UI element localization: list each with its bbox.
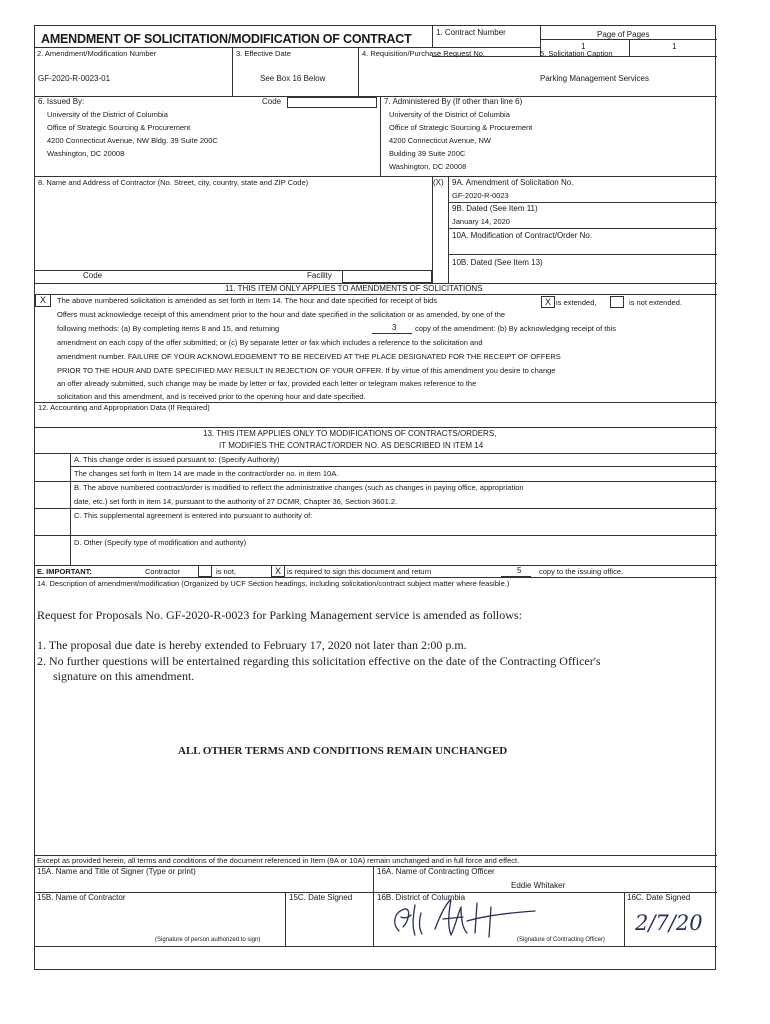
facility-label: Facility	[307, 271, 332, 280]
bids-extended-checkbox[interactable]: X	[541, 296, 555, 308]
issued-by-label: 6. Issued By:	[38, 97, 85, 106]
page-number: 1	[581, 42, 586, 51]
issued-by-line: Washington, DC 20008	[47, 149, 125, 158]
contractor-code-label: Code	[83, 271, 103, 280]
item13-option-a-detail: The changes set forth in Item 14 are made in the contract/order no. in item 10A.	[74, 469, 339, 478]
bids-not-extended-checkbox[interactable]	[610, 296, 624, 308]
issued-by-line: Office of Strategic Sourcing & Procurement	[47, 123, 191, 132]
solicitation-caption-label: 5. Solicitation Caption	[540, 49, 613, 58]
contract-number-label: 1. Contract Number	[436, 28, 506, 37]
contractor-label: 8. Name and Address of Contractor (No. Street, city, country, state and ZIP Code)	[38, 178, 309, 187]
except-statement: Except as provided herein, all terms and conditions of the document referenced in Item (9A or 10A) remain unchanged and in full force and effect.	[37, 856, 520, 865]
important-label: E. IMPORTANT:	[37, 567, 92, 576]
administered-by-line: Washington, DC 20008	[389, 162, 467, 171]
is-not-checkbox[interactable]	[198, 565, 212, 577]
contracting-officer-signature	[385, 893, 565, 943]
officer-date-signed-label: 16C. Date Signed	[627, 893, 691, 902]
contracting-officer-name: Eddie Whitaker	[511, 881, 566, 890]
item13-option-a: A. This change order is issued pursuant to: (Specify Authority)	[74, 455, 280, 464]
item13-option-b-detail: date, etc.) set forth in item 14, pursuant to the authority of 27 DCMR, Chapter 36, Section 3601.2.	[74, 497, 398, 506]
item11-text-line: amendment number. FAILURE OF YOUR ACKNOWLEDGEMENT TO BE RECEIVED AT THE PLACE DESIGNATED FOR THE RECEIPT OF OFFERS	[57, 352, 561, 361]
accounting-data-label: 12. Accounting and Appropriation Data (If Required)	[38, 403, 210, 412]
item11-text-line: Offers must acknowledge receipt of this amendment prior to the hour and date specified in the solicitation or as amended, by one of the	[57, 310, 506, 319]
terms-unchanged-statement: ALL OTHER TERMS AND CONDITIONS REMAIN UNCHANGED	[178, 745, 508, 757]
administered-by-line: Building 39 Suite 200C	[389, 149, 466, 158]
copies-count: 3	[392, 323, 397, 332]
officer-date-signed-value: 2/7/20	[635, 911, 703, 935]
administered-by-label: 7. Administered By (If other than line 6)	[384, 97, 523, 106]
description-label: 14. Description of amendment/modification (Organized by UCF Section headings, including solicitation/contract subject matter where feasible.)	[37, 579, 510, 588]
contractor-name-label: 15B. Name of Contractor	[37, 893, 126, 902]
signer-name-label: 15A. Name and Title of Signer (Type or print)	[37, 867, 196, 876]
dated-9b-label: 9B. Dated (See Item 11)	[452, 204, 538, 213]
facility-field[interactable]	[342, 270, 432, 283]
total-pages: 1	[672, 42, 677, 51]
description-item-1: 1. The proposal due date is hereby extended to February 17, 2020 not later than 2:00 p.m.	[37, 638, 467, 652]
form-title: AMENDMENT OF SOLICITATION/MODIFICATION OF CONTRACT	[41, 32, 412, 46]
item11-copies-tail: copy of the amendment: (b) By acknowledging receipt of this	[415, 324, 616, 333]
issued-by-code-label: Code	[262, 97, 282, 106]
amendment-number-label: 2. Amendment/Modification Number	[37, 49, 157, 58]
issued-by-code-field[interactable]	[287, 97, 377, 108]
page-of-pages-label: Page of Pages	[597, 30, 650, 39]
solicitation-caption-value: Parking Management Services	[540, 74, 649, 83]
amendment-number-value: GF-2020-R-0023-01	[38, 74, 111, 83]
item11-text-line: The above numbered solicitation is amended as set forth in Item 14. The hour and date specified for receipt of bids	[57, 296, 438, 305]
dated-10b-label: 10B. Dated (See Item 13)	[452, 258, 543, 267]
description-intro: Request for Proposals No. GF-2020-R-0023 for Parking Management service is amended as follows:	[37, 608, 522, 622]
description-item-2-cont: signature on this amendment.	[53, 669, 195, 683]
is-required-checkbox[interactable]: X	[271, 565, 285, 577]
important-contractor: Contractor	[145, 567, 181, 576]
description-item-2: 2. No further questions will be entertained regarding this solicitation effective on the date of the Contracting Officer's	[37, 654, 601, 668]
item11-text-line: an offer already submitted, such change may be made by letter or fax, provided each letter or telegram makes reference to the	[57, 379, 477, 388]
bids-extended-label: is extended,	[556, 298, 597, 307]
administered-by-line: 4200 Connecticut Avenue, NW	[389, 136, 492, 145]
administered-by-line: University of the District of Columbia	[389, 110, 510, 119]
important-is-required: is required to sign this document and return	[287, 567, 432, 576]
amendment-of-solicitation-value: GF-2020-R-0023	[452, 191, 509, 200]
contractor-signature-caption: (Signature of person authorized to sign)	[155, 937, 261, 943]
item13-subheading: IT MODIFIES THE CONTRACT/ORDER NO. AS DESCRIBED IN ITEM 14	[219, 441, 484, 450]
important-tail: copy to the issuing office.	[539, 567, 624, 576]
issued-by-line: 4200 Connecticut Avenue, NW Bldg. 39 Suite 200C	[47, 136, 218, 145]
contractor-date-signed-label: 15C. Date Signed	[289, 893, 353, 902]
important-is-not: is not,	[216, 567, 237, 576]
item13-option-c: C. This supplemental agreement is entered into pursuant to authority of:	[74, 511, 313, 520]
item11-text-line: following methods: (a) By completing items 8 and 15, and returning	[57, 324, 280, 333]
item13-option-b: B. The above numbered contract/order is modified to reflect the administrative changes (such as changes in paying office, appropriation	[74, 483, 524, 492]
item11-checkbox[interactable]: X	[35, 294, 51, 307]
district-of-columbia-label: 16B. District of Columbia	[377, 893, 466, 902]
effective-date-value: See Box 16 Below	[260, 74, 326, 83]
item11-text-line: PRIOR TO THE HOUR AND DATE SPECIFIED MAY RESULT IN REJECTION OF YOUR OFFER. If by virtue of this amendment you desire to change	[57, 366, 556, 375]
modification-of-contract-label: 10A. Modification of Contract/Order No.	[452, 231, 593, 240]
dated-9b-value: January 14, 2020	[452, 217, 510, 226]
contracting-officer-label: 16A. Name of Contracting Officer	[377, 867, 495, 876]
return-copies-count: 5	[517, 566, 522, 575]
item13-heading: 13. THIS ITEM APPLIES ONLY TO MODIFICATIONS OF CONTRACTS/ORDERS,	[203, 429, 497, 438]
issued-by-line: University of the District of Columbia	[47, 110, 168, 119]
item13-option-d: D. Other (Specify type of modification and authority)	[74, 538, 247, 547]
requisition-number-label: 4. Requisition/Purchase Request No.	[362, 49, 485, 58]
x-column-label: (X)	[433, 178, 444, 187]
bids-not-extended-label: is not extended.	[629, 298, 682, 307]
item11-text-line: amendment on each copy of the offer submitted; or (c) By separate letter or fax which includes a reference to the solicitation and	[57, 338, 483, 347]
item11-heading: 11. THIS ITEM ONLY APPLIES TO AMENDMENTS OF SOLICITATIONS	[225, 284, 483, 293]
item11-text-line: solicitation and this amendment, and is received prior to the opening hour and date specified.	[57, 392, 366, 401]
amendment-of-solicitation-label: 9A. Amendment of Solicitation No.	[452, 178, 574, 187]
administered-by-line: Office of Strategic Sourcing & Procurement	[389, 123, 533, 132]
amendment-form	[34, 25, 716, 970]
officer-signature-caption: (Signature of Contracting Officer)	[517, 937, 605, 943]
effective-date-label: 3. Effective Date	[236, 49, 291, 58]
